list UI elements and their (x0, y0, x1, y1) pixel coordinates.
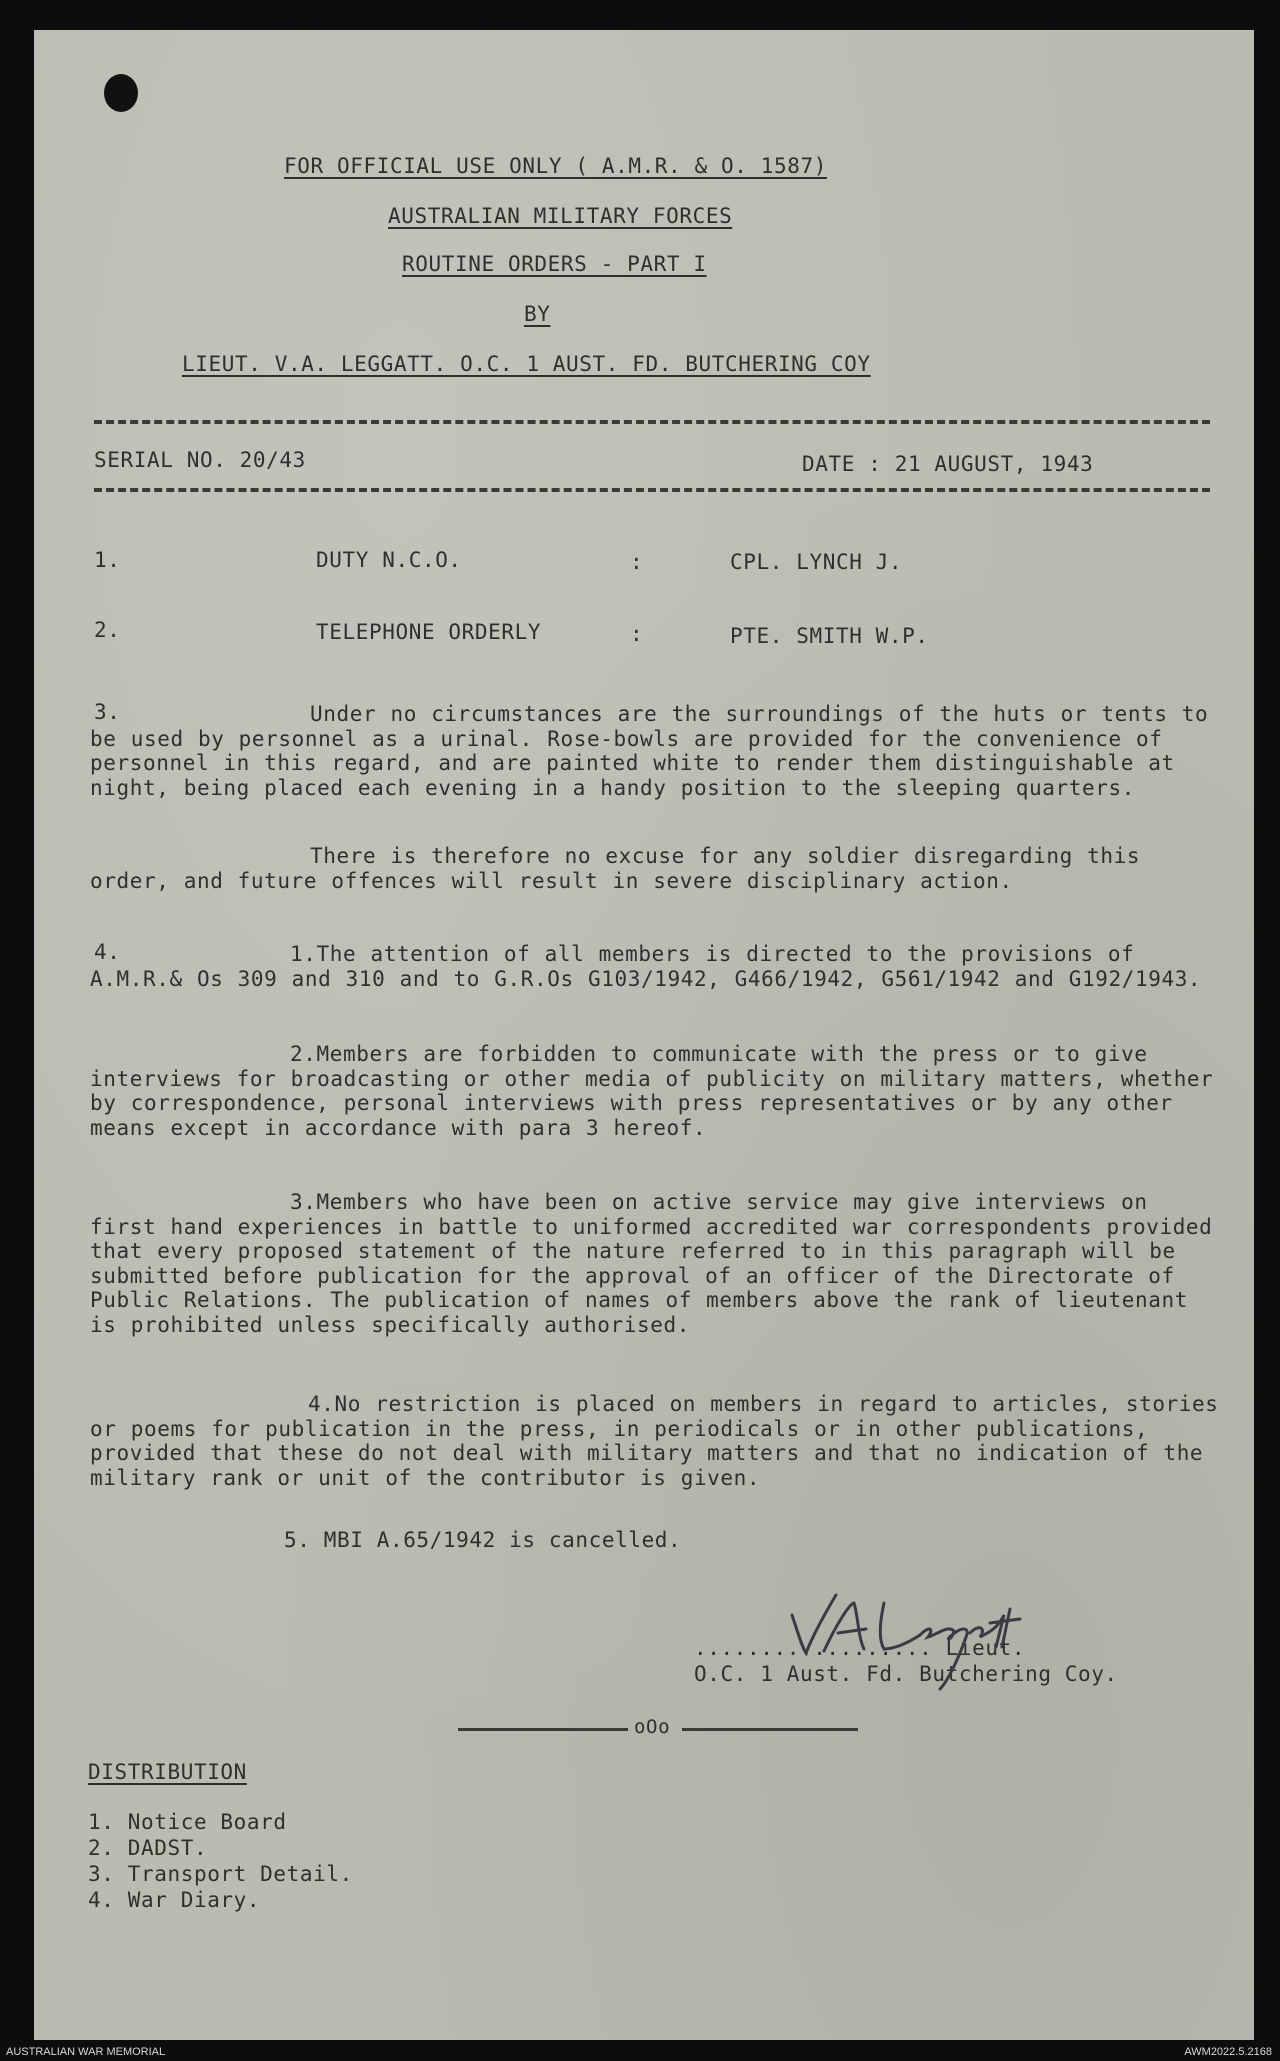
bottom-divider (94, 488, 1210, 492)
item-4-sub-2: 2.Members are forbidden to communicate with the press or to give interviews for broadcasting or other media of publicity on military matters, whether by correspondence, personal interviews with press representatives or by any other means except in accordance with para 3 hereof. (90, 1042, 1214, 1140)
telephone-separator: : (630, 622, 644, 646)
punch-hole (104, 74, 138, 112)
item-5-text: 5. MBI A.65/1942 is cancelled. (284, 1528, 682, 1552)
end-separator (458, 1716, 858, 1742)
forces-heading: AUSTRALIAN MILITARY FORCES (388, 204, 733, 228)
item-2-number: 2. (94, 618, 121, 642)
item-4-sub-1: 1.The attention of all members is directed to the provisions of A.M.R.& Os 309 and 310 and to G.R.Os G103/1942, G466/1942, G561/1942 and G192/1943. (90, 942, 1202, 991)
distribution-item: 3. Transport Detail. (88, 1862, 353, 1886)
item-4-sub-4: 4.No restriction is placed on members in regard to articles, stories or poems for publication in the press, in periodicals or in other publications, provided that these do not deal with military matters and that no indication of the military rank or unit of the contributor is given. (90, 1392, 1219, 1490)
footer-accession: AWM2022.5.2168 (1184, 2046, 1272, 2058)
signature-title: O.C. 1 Aust. Fd. Butchering Coy. (694, 1662, 1118, 1686)
document-page (34, 30, 1254, 2040)
item-3-paragraph-1: Under no circumstances are the surroundings of the huts or tents to be used by personnel as a urinal. Rose-bowls are provided for the convenience of personnel in this regard, and are painted white to render them distinguishable at night, being placed each evening in a handy position to the sleeping quarters. (90, 702, 1209, 800)
handwritten-signature (784, 1585, 1044, 1695)
serial-number: SERIAL NO. 20/43 (94, 448, 306, 472)
duty-nco-value: CPL. LYNCH J. (730, 550, 903, 574)
distribution-title: DISTRIBUTION (88, 1760, 247, 1784)
duty-separator: : (630, 550, 644, 574)
distribution-item: 1. Notice Board (88, 1810, 287, 1834)
item-3-number: 3. (94, 700, 121, 724)
issuer-heading: LIEUT. V.A. LEGGATT. O.C. 1 AUST. FD. BUTCHERING COY (182, 352, 871, 376)
top-divider (94, 420, 1210, 424)
order-date: DATE : 21 AUGUST, 1943 (802, 452, 1094, 476)
telephone-orderly-value: PTE. SMITH W.P. (730, 624, 929, 648)
distribution-item: 4. War Diary. (88, 1888, 261, 1912)
footer-source: AUSTRALIAN WAR MEMORIAL (6, 2046, 166, 2058)
item-4-sub-3: 3.Members who have been on active service may give interviews on first hand experiences in battle to uniformed accredited war correspondents provided that every proposed statement of the nature referred to in this paragraph will be submitted before publication for the approval of an officer of the Directorate of Public Relations. The publication of names of members above the rank of lieutenant is prohibited unless specifically authorised. (90, 1190, 1213, 1337)
duty-nco-label: DUTY N.C.O. (316, 548, 462, 572)
routine-orders-heading: ROUTINE ORDERS - PART I (402, 252, 707, 276)
official-use-heading: FOR OFFICIAL USE ONLY ( A.M.R. & O. 1587) (284, 154, 827, 178)
by-heading: BY (524, 302, 551, 326)
distribution-item: 2. DADST. (88, 1836, 208, 1860)
telephone-orderly-label: TELEPHONE ORDERLY (316, 620, 542, 644)
item-3-paragraph-2: There is therefore no excuse for any soldier disregarding this order, and future offences will result in severe disciplinary action. (90, 844, 1141, 893)
signature-line: .................. Lieut. (694, 1636, 1026, 1660)
item-4-number: 4. (94, 940, 121, 964)
separator-mark: oOo (634, 1716, 671, 1738)
item-1-number: 1. (94, 548, 121, 572)
